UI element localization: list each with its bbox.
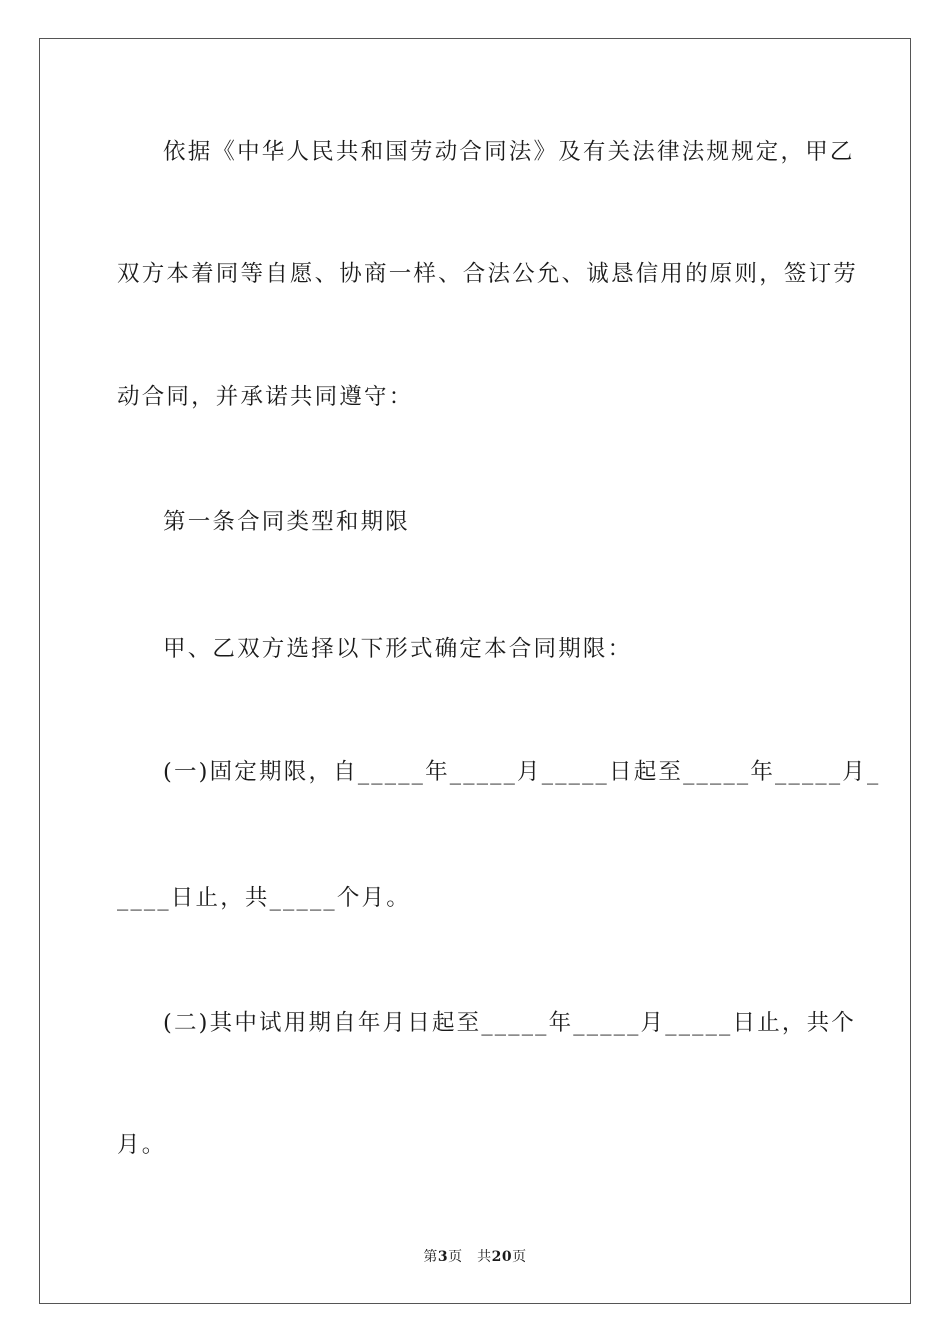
article1-intro: 甲、乙双方选择以下形式确定本合同期限： <box>163 636 633 662</box>
article1-title: 第一条合同类型和期限 <box>163 509 411 535</box>
page-number-footer <box>0 1246 950 1266</box>
item2-line-2: 月。 <box>117 1132 167 1158</box>
item1-line-2: ____日止，共_____个月。 <box>117 885 411 911</box>
footer-current-page: 3 <box>437 1249 449 1265</box>
footer-total-pages: 20 <box>491 1249 513 1265</box>
footer-prefix: 第 <box>423 1249 438 1265</box>
item1-line-1: (一)固定期限，自_____年_____月_____日起至_____年_____月_ <box>163 759 881 785</box>
intro-line-3: 动合同，并承诺共同遵守： <box>117 384 414 410</box>
page-border <box>39 38 911 1304</box>
intro-line-1: 依据《中华人民共和国劳动合同法》及有关法律法规规定，甲乙 <box>163 139 855 165</box>
item2-line-1: (二)其中试用期自年月日起至_____年_____月_____日止，共个 <box>163 1010 857 1036</box>
footer-suffix: 页 <box>512 1249 527 1265</box>
intro-line-2: 双方本着同等自愿、协商一样、合法公允、诚恳信用的原则，签订劳 <box>117 261 859 287</box>
footer-mid: 页 共 <box>448 1249 492 1265</box>
